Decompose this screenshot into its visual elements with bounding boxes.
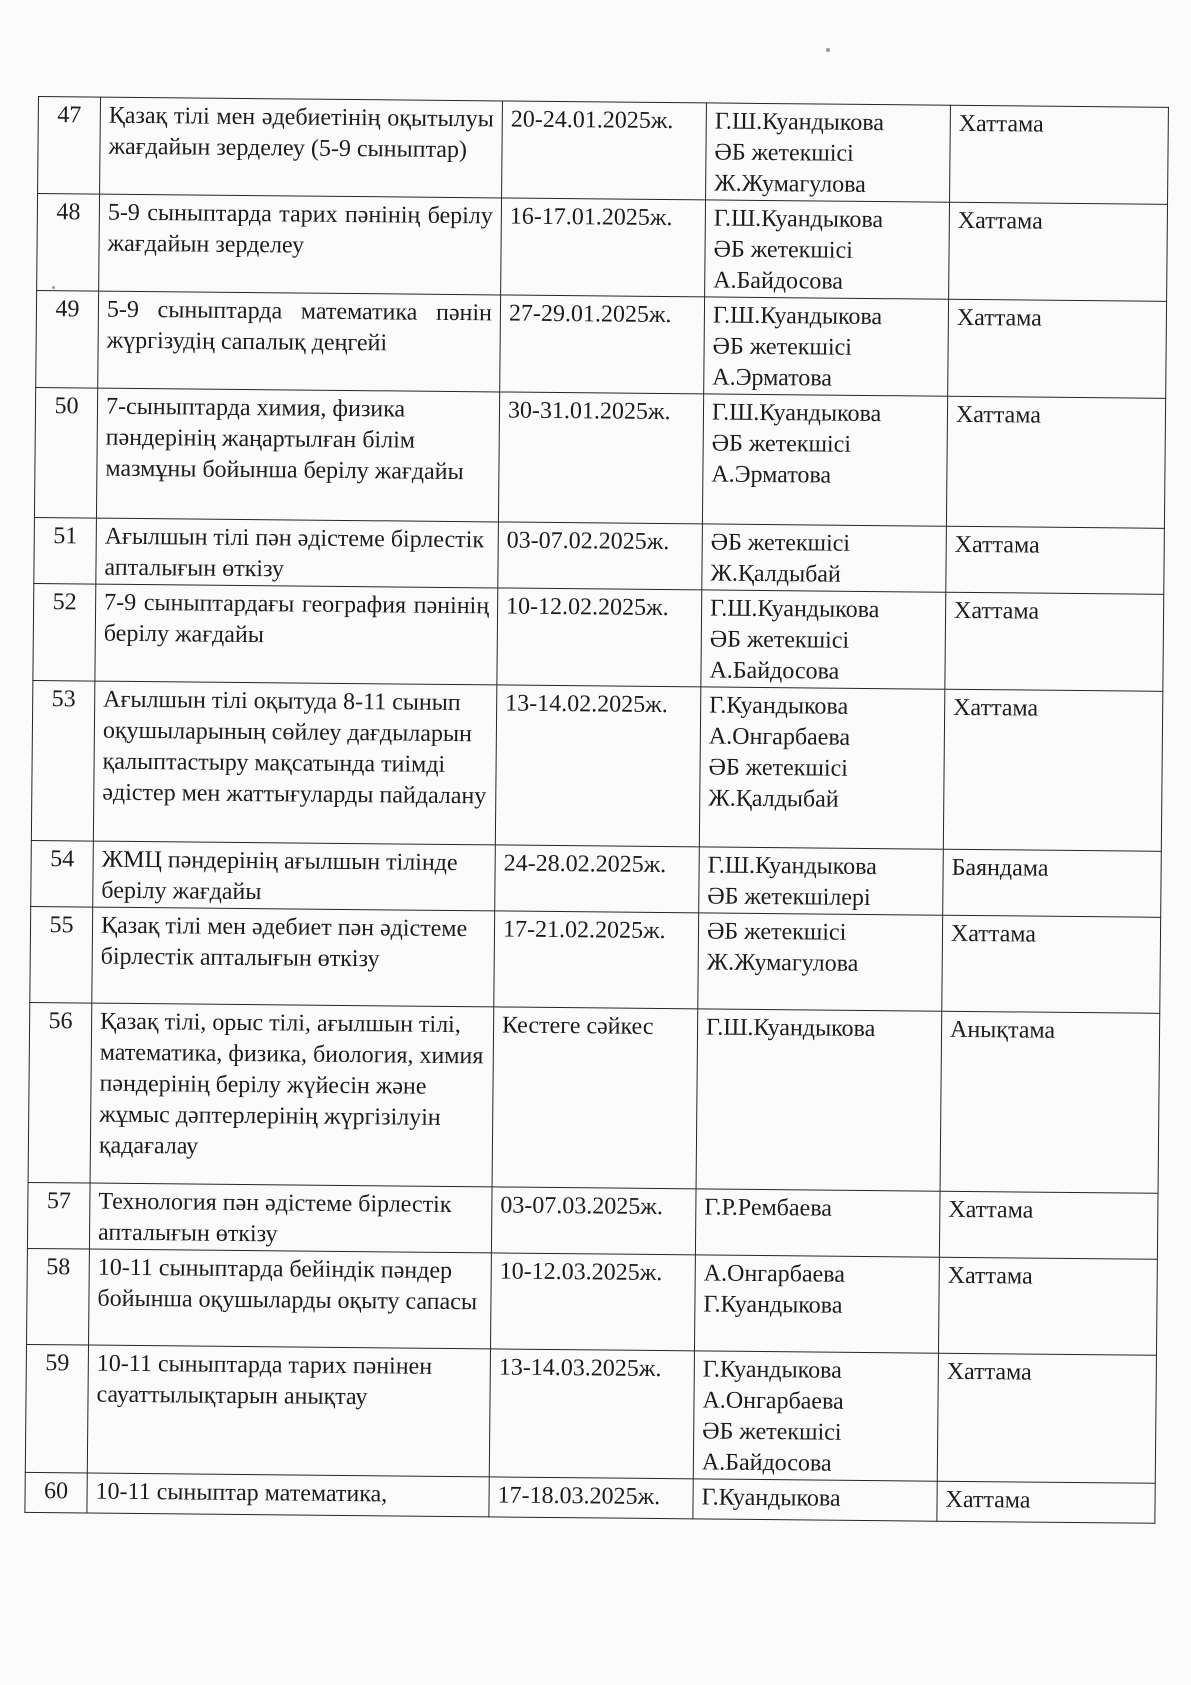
row-number: 57 xyxy=(27,1182,90,1249)
responsible-person: Г.Ш.Куандыкова xyxy=(714,108,885,137)
responsible-person: Г.Ш.Куандыкова xyxy=(711,399,882,428)
row-topic: Қазақ тілі, орыс тілі, ағылшын тілі, математика, физика, биология, химия пәндерінің берілу жүйесін және жұмыс дәптерлерінің жүргізілуін қадағалау xyxy=(90,1003,494,1187)
row-responsible xyxy=(702,524,947,592)
responsible-person: Г.Куандыкова xyxy=(709,692,849,720)
row-document-type: Хаттама xyxy=(946,396,1165,528)
scan-speck xyxy=(826,48,830,52)
responsible-person: Г.Ш.Куандыкова xyxy=(709,595,880,624)
row-responsible xyxy=(699,687,945,849)
row-number: 52 xyxy=(33,583,96,681)
responsible-person: Ж.Жумагулова xyxy=(706,949,859,977)
responsible-person: Г.Куандыкова xyxy=(703,1291,843,1319)
row-date: 03-07.02.2025ж. xyxy=(498,522,703,590)
responsible-person: Ж.Қалдыбай xyxy=(708,785,839,813)
row-number: 47 xyxy=(38,97,101,195)
responsible-person: ӘБ жетекшісі xyxy=(711,430,852,458)
row-responsible xyxy=(706,103,951,202)
table-row xyxy=(31,680,1162,851)
responsible-person: А.Эрматова xyxy=(712,364,833,392)
plan-table-body xyxy=(25,97,1169,1524)
table-row xyxy=(34,517,1165,594)
responsible-person: А.Эрматова xyxy=(711,461,832,489)
row-document-type: Хаттама xyxy=(939,1191,1158,1259)
row-topic: 10-11 сыныптарда бейіндік пәндер бойынша оқушыларды оқыту сапасы xyxy=(89,1249,492,1349)
table-row xyxy=(34,387,1165,528)
row-number: 49 xyxy=(36,290,99,388)
row-responsible xyxy=(696,1009,942,1191)
row-topic: Ағылшын тілі пән әдістеме бірлестік апталығын өткізу xyxy=(96,518,499,588)
row-date: 17-18.03.2025ж. xyxy=(489,1477,693,1519)
row-number: 48 xyxy=(37,194,100,292)
table-row xyxy=(28,1002,1160,1193)
responsible-person: ӘБ жетекшісі xyxy=(712,333,853,361)
row-document-type: Баяндама xyxy=(943,849,1162,917)
row-number: 50 xyxy=(34,387,97,518)
row-topic: 5-9 сыныптарда тарих пәнінің берілу жағдайын зерделеу xyxy=(99,194,502,295)
responsible-person: ӘБ жетекшісі xyxy=(708,754,849,782)
row-responsible xyxy=(704,297,949,396)
row-topic: Технология пән әдістеме бірлестік апталығын өткізу xyxy=(89,1183,492,1253)
responsible-person: А.Онгарбаева xyxy=(703,1260,846,1288)
row-date: 16-17.01.2025ж. xyxy=(501,198,706,297)
row-date: 27-29.01.2025ж. xyxy=(500,295,705,394)
table-row xyxy=(27,1182,1158,1259)
table-row xyxy=(38,97,1169,205)
responsible-person: Ж.Қалдыбай xyxy=(710,560,841,588)
row-topic: 5-9 сыныптарда математика пәнін жүргізудің сапалық деңгейі xyxy=(98,291,501,392)
row-number: 60 xyxy=(25,1472,87,1513)
row-topic: Қазақ тілі мен әдебиет пән әдістеме бірлестік апталығын өткізу xyxy=(92,907,495,1007)
table-row xyxy=(31,840,1162,917)
row-topic: 10-11 сыныптар математика, xyxy=(87,1473,489,1517)
responsible-person: А.Онгарбаева xyxy=(708,723,851,751)
responsible-person: ӘБ жетекшісі xyxy=(702,1418,842,1446)
row-responsible xyxy=(694,1255,939,1353)
row-date: 03-07.03.2025ж. xyxy=(491,1187,696,1255)
row-responsible xyxy=(705,200,950,299)
row-date: Кестеге сәйкес xyxy=(492,1007,698,1189)
table-row xyxy=(25,1344,1156,1483)
row-document-type: Хаттама xyxy=(946,526,1165,594)
row-responsible xyxy=(699,847,944,915)
row-number: 55 xyxy=(30,906,93,1003)
responsible-person: ӘБ жетекшісі xyxy=(713,236,853,264)
responsible-person: Г.Куандыкова xyxy=(701,1484,841,1512)
responsible-person: Г.Ш.Куандыкова xyxy=(707,852,877,881)
row-document-type: Хаттама xyxy=(942,915,1161,1013)
responsible-person: ӘБ жетекшілері xyxy=(707,883,871,912)
row-responsible xyxy=(693,1351,938,1481)
row-topic: 10-11 сыныптарда тарих пәнінен сауаттылықтарын анықтау xyxy=(87,1345,490,1477)
row-document-type: Хаттама xyxy=(937,1481,1155,1523)
row-number: 58 xyxy=(27,1248,90,1345)
row-document-type: Хаттама xyxy=(937,1353,1156,1483)
row-document-type: Хаттама xyxy=(948,299,1167,398)
row-number: 53 xyxy=(31,680,95,841)
row-topic: 7-сыныптарда химия, физика пәндерінің жаңартылған білім мазмұны бойынша берілу жағдайы xyxy=(96,388,499,522)
responsible-person: Г.Ш.Куандыкова xyxy=(705,1014,876,1043)
responsible-person: Г.Р.Рембаева xyxy=(704,1194,833,1222)
responsible-person: А.Байдосова xyxy=(713,267,844,295)
row-date: 30-31.01.2025ж. xyxy=(498,392,703,524)
row-number: 56 xyxy=(28,1002,92,1183)
responsible-person: ӘБ жетекшісі xyxy=(706,918,847,946)
responsible-person: ӘБ жетекшісі xyxy=(710,529,851,557)
row-date: 10-12.03.2025ж. xyxy=(490,1253,695,1351)
responsible-person: А.Байдосова xyxy=(701,1449,832,1477)
row-number: 51 xyxy=(34,517,97,584)
table-row xyxy=(27,1248,1158,1355)
row-responsible xyxy=(693,1479,937,1521)
row-document-type: Хаттама xyxy=(945,592,1164,691)
table-row xyxy=(30,906,1161,1013)
row-date: 13-14.03.2025ж. xyxy=(489,1349,694,1479)
responsible-person: Г.Ш.Куандыкова xyxy=(712,302,883,331)
row-topic: Қазақ тілі мен әдебиетінің оқытылуы жағдайын зерделеу (5-9 сыныптар) xyxy=(100,97,503,198)
responsible-person: Г.Куандыкова xyxy=(702,1356,842,1384)
responsible-person: А.Онгарбаева xyxy=(702,1387,844,1415)
table-row xyxy=(36,290,1167,398)
plan-table-wrapper xyxy=(24,96,1168,1524)
responsible-person: ӘБ жетекшісі xyxy=(714,139,854,167)
row-number: 59 xyxy=(25,1344,88,1473)
row-document-type: Хаттама xyxy=(938,1257,1157,1355)
responsible-person: А.Байдосова xyxy=(709,657,840,685)
row-date: 10-12.02.2025ж. xyxy=(497,588,702,687)
row-topic: Ағылшын тілі оқытуда 8-11 сынып оқушыларының сөйлеу дағдыларын қалыптастыру мақсатында тиімді әдістер мен жаттығуларды пайдалану xyxy=(93,681,497,845)
row-date: 13-14.02.2025ж. xyxy=(495,685,701,847)
row-responsible xyxy=(695,1189,940,1257)
row-topic: ЖМЦ пәндерінің ағылшын тілінде берілу жағдайы xyxy=(93,841,496,911)
row-responsible xyxy=(698,913,943,1011)
table-row xyxy=(33,583,1164,691)
row-document-type: Хаттама xyxy=(950,105,1169,204)
responsible-person: Ж.Жумагулова xyxy=(714,170,866,198)
responsible-person: ӘБ жетекшісі xyxy=(709,626,850,654)
row-number: 54 xyxy=(31,840,94,907)
row-document-type: Анықтама xyxy=(940,1011,1160,1193)
responsible-person: Г.Ш.Куандыкова xyxy=(713,205,884,234)
row-date: 17-21.02.2025ж. xyxy=(494,911,699,1009)
row-document-type: Хаттама xyxy=(943,689,1163,851)
row-responsible xyxy=(701,590,946,689)
table-row xyxy=(37,194,1168,302)
plan-table xyxy=(24,96,1169,1524)
row-responsible xyxy=(702,394,947,526)
row-topic: 7-9 сыныптардағы география пәнінің берілу жағдайы xyxy=(95,584,498,685)
row-date: 20-24.01.2025ж. xyxy=(502,101,707,200)
row-date: 24-28.02.2025ж. xyxy=(495,845,700,913)
row-document-type: Хаттама xyxy=(949,202,1168,301)
